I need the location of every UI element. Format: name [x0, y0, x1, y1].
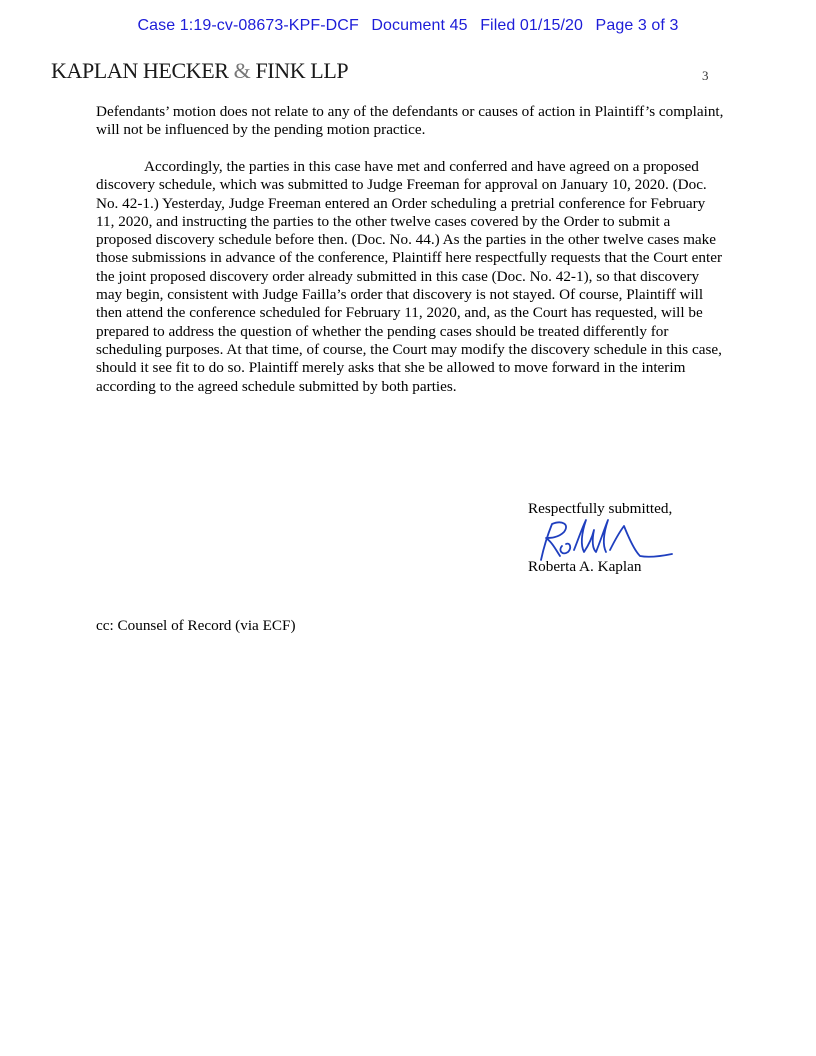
- page-indicator: Page 3 of 3: [595, 17, 679, 34]
- ecf-filing-header: [0, 17, 816, 35]
- firm-ampersand: &: [233, 58, 251, 83]
- signature-stroke: [541, 522, 566, 560]
- firm-name-part1: KAPLAN HECKER: [51, 58, 229, 83]
- cc-line: cc: Counsel of Record (via ECF): [96, 617, 296, 634]
- filed-date: Filed 01/15/20: [480, 17, 583, 34]
- firm-name-part2: FINK LLP: [255, 58, 349, 83]
- document-number: Document 45: [371, 17, 468, 34]
- handwritten-signature: [532, 516, 674, 564]
- signature-stroke: [560, 544, 570, 554]
- signer-name: Roberta A. Kaplan: [528, 558, 642, 575]
- signature-stroke: [574, 520, 608, 552]
- body-paragraph-2: Accordingly, the parties in this case have met and conferred and have agreed on a proposed discovery schedule, which was submitted to Judge Freeman for approval on January 10, 2020. (Doc. No. 42-1.) Yesterday, Judge Freeman entered an Order scheduling a pretrial conference for February 11, 2020, and instructing the parties to the other twelve cases covered by the Order to submit a proposed discovery schedule before then. (Doc. No. 44.) As the parties in the other twelve cases make those submissions in advance of the conference, Plaintiff here respectfully requests that the Court enter the joint proposed discovery order already submitted in this case (Doc. No. 42-1), so that discovery may begin, consistent with Judge Failla’s order that discovery is not stayed. Of course, Plaintiff will then attend the conference scheduled for February 11, 2020, and, as the Court has requested, will be prepared to address the question of whether the pending cases should be treated differently for scheduling purposes. At that time, of course, the Court may modify the discovery schedule in this case, should it see fit to do so. Plaintiff merely asks that she be allowed to move forward in the interim according to the agreed schedule submitted by both parties.: [96, 158, 723, 395]
- closing-salutation: Respectfully submitted,: [528, 500, 673, 517]
- body-paragraph-1: Defendants’ motion does not relate to any of the defendants or causes of action in Plaintiff’s complaint, will not be influenced by the pending motion practice.: [96, 103, 724, 139]
- case-number: Case 1:19-cv-08673-KPF-DCF: [137, 17, 359, 34]
- signature-stroke: [610, 526, 672, 557]
- firm-letterhead: [51, 58, 348, 84]
- page-number: 3: [702, 68, 709, 83]
